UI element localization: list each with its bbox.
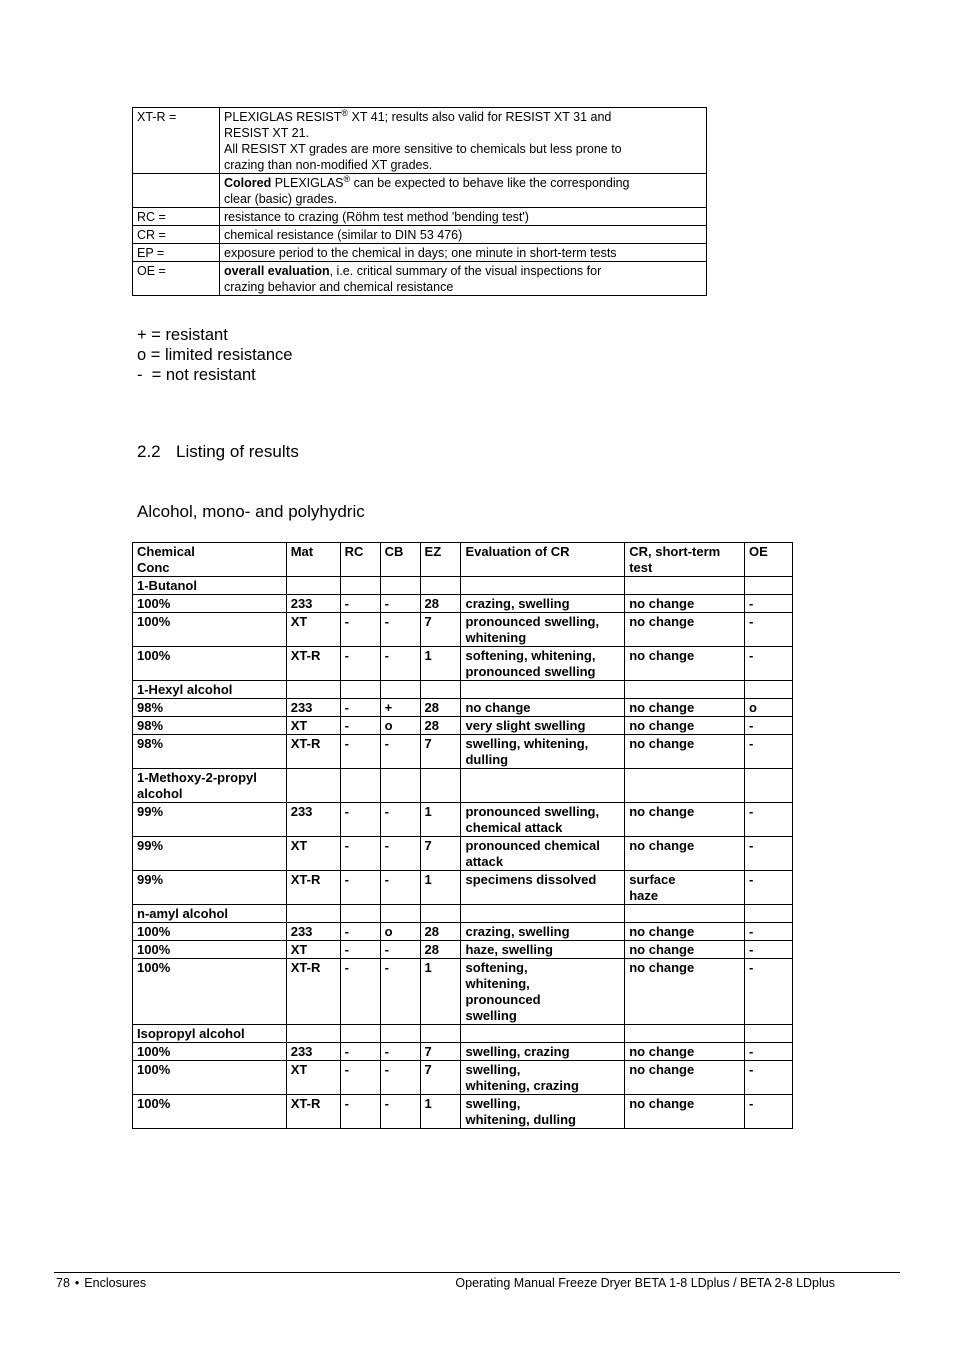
cell-oe: - xyxy=(745,1095,793,1129)
table-row xyxy=(133,647,793,681)
cell-cb xyxy=(380,577,420,595)
table-row xyxy=(133,699,793,717)
cell-evaluation: swelling, crazing xyxy=(461,1043,625,1061)
cell-evaluation: pronounced chemical attack xyxy=(461,837,625,871)
table-row xyxy=(133,941,793,959)
cell-evaluation xyxy=(461,905,625,923)
abbreviation-row xyxy=(133,244,707,262)
cell-rc xyxy=(340,905,380,923)
cell-cb: - xyxy=(380,647,420,681)
abbreviation-definition xyxy=(220,226,707,244)
document-title: Operating Manual Freeze Dryer BETA 1-8 LDplus / BETA 2-8 LDplus xyxy=(455,1276,835,1290)
cell-cr-short-term: no change xyxy=(625,923,745,941)
section-title: Listing of results xyxy=(176,442,299,461)
cell-ez: 1 xyxy=(420,647,461,681)
cell-cr-short-term xyxy=(625,769,745,803)
cell-cb xyxy=(380,681,420,699)
cell-mat: 233 xyxy=(286,1043,340,1061)
cell-chemical: 98% xyxy=(133,717,287,735)
cell-cr-short-term: no change xyxy=(625,717,745,735)
cell-oe: o xyxy=(745,699,793,717)
definition-emphasis: Colored xyxy=(224,176,272,190)
cell-rc: - xyxy=(340,647,380,681)
cell-evaluation: swelling, whitening, dulling xyxy=(461,1095,625,1129)
cell-mat: XT-R xyxy=(286,959,340,1025)
cell-cb: - xyxy=(380,1095,420,1129)
abbreviation-key: OE = xyxy=(133,262,220,296)
cell-evaluation xyxy=(461,577,625,595)
cell-rc: - xyxy=(340,803,380,837)
cell-cr-short-term: surface haze xyxy=(625,871,745,905)
cell-oe xyxy=(745,769,793,803)
cell-ez xyxy=(420,1025,461,1043)
cell-chemical: 99% xyxy=(133,803,287,837)
cell-chemical: 100% xyxy=(133,941,287,959)
cell-cr-short-term: no change xyxy=(625,1061,745,1095)
cell-oe: - xyxy=(745,959,793,1025)
cell-oe: - xyxy=(745,837,793,871)
cell-evaluation: softening, whitening, pronounced swelling xyxy=(461,647,625,681)
definition-text: RESIST XT 21. xyxy=(224,126,309,140)
cell-rc: - xyxy=(340,959,380,1025)
definition-text: exposure period to the chemical in days; one minute in short-term tests xyxy=(224,246,617,260)
cell-ez: 1 xyxy=(420,871,461,905)
results-table xyxy=(132,542,793,1129)
cell-chemical: 100% xyxy=(133,595,287,613)
cell-ez: 28 xyxy=(420,595,461,613)
cell-mat: 233 xyxy=(286,923,340,941)
group-heading: Alcohol, mono- and polyhydric xyxy=(137,502,365,521)
cell-chemical: 100% xyxy=(133,1095,287,1129)
table-row xyxy=(133,1095,793,1129)
abbreviation-definition xyxy=(220,262,707,296)
cell-cb xyxy=(380,769,420,803)
cell-evaluation: very slight swelling xyxy=(461,717,625,735)
cell-ez: 28 xyxy=(420,923,461,941)
abbreviation-row xyxy=(133,208,707,226)
cell-cr-short-term xyxy=(625,1025,745,1043)
cell-cr-short-term: no change xyxy=(625,735,745,769)
cell-ez: 28 xyxy=(420,699,461,717)
cell-chemical: 100% xyxy=(133,647,287,681)
footer-rule xyxy=(54,1272,900,1273)
definition-text: XT 41; results also valid for RESIST XT 31 and xyxy=(348,110,612,124)
cell-oe: - xyxy=(745,923,793,941)
cell-cr-short-term: no change xyxy=(625,595,745,613)
cell-mat: XT-R xyxy=(286,1095,340,1129)
legend-limited: o = limited resistance xyxy=(137,346,293,364)
cell-chemical: 100% xyxy=(133,1043,287,1061)
cell-chemical: 99% xyxy=(133,871,287,905)
table-row xyxy=(133,1025,793,1043)
cell-rc xyxy=(340,1025,380,1043)
cell-mat xyxy=(286,1025,340,1043)
cell-cr-short-term: no change xyxy=(625,941,745,959)
cell-rc xyxy=(340,577,380,595)
cell-cr-short-term: no change xyxy=(625,803,745,837)
table-row xyxy=(133,735,793,769)
cell-cr-short-term xyxy=(625,577,745,595)
cell-cr-short-term: no change xyxy=(625,699,745,717)
definition-text: crazing behavior and chemical resistance xyxy=(224,280,454,294)
cell-chemical: 100% xyxy=(133,923,287,941)
header-evaluation: Evaluation of CR xyxy=(461,543,625,577)
footer-left xyxy=(56,1276,146,1290)
cell-ez: 28 xyxy=(420,717,461,735)
header-ez: EZ xyxy=(420,543,461,577)
abbreviation-table xyxy=(132,107,707,296)
cell-cr-short-term: no change xyxy=(625,837,745,871)
registered-mark: ® xyxy=(343,173,351,184)
cell-mat: 233 xyxy=(286,699,340,717)
cell-mat xyxy=(286,769,340,803)
section-heading xyxy=(137,442,299,462)
cell-mat xyxy=(286,577,340,595)
cell-ez: 7 xyxy=(420,613,461,647)
abbreviation-definition xyxy=(220,244,707,262)
cell-evaluation: crazing, swelling xyxy=(461,923,625,941)
cell-evaluation xyxy=(461,1025,625,1043)
cell-oe xyxy=(745,577,793,595)
abbreviation-definition xyxy=(220,108,707,174)
cell-ez: 7 xyxy=(420,735,461,769)
header-cr-short-term: CR, short-term test xyxy=(625,543,745,577)
cell-ez xyxy=(420,577,461,595)
abbreviation-key: RC = xyxy=(133,208,220,226)
cell-rc: - xyxy=(340,871,380,905)
cell-ez: 1 xyxy=(420,959,461,1025)
cell-rc: - xyxy=(340,699,380,717)
abbreviation-key xyxy=(133,174,220,208)
cell-cb: - xyxy=(380,871,420,905)
cell-evaluation: softening, whitening, pronounced swelling xyxy=(461,959,625,1025)
cell-oe: - xyxy=(745,735,793,769)
table-row xyxy=(133,613,793,647)
cell-cb: - xyxy=(380,837,420,871)
cell-oe: - xyxy=(745,717,793,735)
abbreviation-row xyxy=(133,108,707,174)
cell-rc: - xyxy=(340,837,380,871)
table-row xyxy=(133,1043,793,1061)
cell-evaluation xyxy=(461,769,625,803)
cell-rc: - xyxy=(340,1095,380,1129)
cell-cb: - xyxy=(380,735,420,769)
cell-rc: - xyxy=(340,1061,380,1095)
cell-chemical: 100% xyxy=(133,613,287,647)
cell-chemical: Isopropyl alcohol xyxy=(133,1025,287,1043)
cell-chemical: 1-Methoxy-2-propyl alcohol xyxy=(133,769,287,803)
cell-rc: - xyxy=(340,923,380,941)
cell-evaluation: swelling, whitening, crazing xyxy=(461,1061,625,1095)
page-number: 78 xyxy=(56,1276,70,1290)
cell-oe: - xyxy=(745,1061,793,1095)
section-number: 2.2 xyxy=(137,442,161,461)
table-row xyxy=(133,769,793,803)
cell-evaluation xyxy=(461,681,625,699)
abbreviation-definition xyxy=(220,208,707,226)
cell-evaluation: pronounced swelling, chemical attack xyxy=(461,803,625,837)
abbreviation-row xyxy=(133,262,707,296)
abbreviation-row xyxy=(133,174,707,208)
abbreviation-definition xyxy=(220,174,707,208)
cell-chemical: 1-Butanol xyxy=(133,577,287,595)
cell-cb: - xyxy=(380,595,420,613)
cell-cb: - xyxy=(380,1061,420,1095)
cell-cb xyxy=(380,1025,420,1043)
cell-oe: - xyxy=(745,871,793,905)
table-row xyxy=(133,717,793,735)
cell-mat: XT-R xyxy=(286,735,340,769)
cell-chemical: n-amyl alcohol xyxy=(133,905,287,923)
cell-rc: - xyxy=(340,941,380,959)
cell-oe: - xyxy=(745,613,793,647)
resistance-legend xyxy=(137,325,292,385)
cell-evaluation: haze, swelling xyxy=(461,941,625,959)
cell-mat: XT xyxy=(286,941,340,959)
cell-rc: - xyxy=(340,1043,380,1061)
cell-ez xyxy=(420,681,461,699)
cell-mat: XT xyxy=(286,613,340,647)
table-row xyxy=(133,803,793,837)
definition-text: resistance to crazing (Röhm test method 'bending test') xyxy=(224,210,529,224)
cell-ez: 1 xyxy=(420,803,461,837)
cell-oe xyxy=(745,1025,793,1043)
cell-oe: - xyxy=(745,1043,793,1061)
table-row xyxy=(133,681,793,699)
cell-mat xyxy=(286,905,340,923)
table-row xyxy=(133,871,793,905)
abbreviation-key: XT-R = xyxy=(133,108,220,174)
table-row xyxy=(133,837,793,871)
cell-chemical: 1-Hexyl alcohol xyxy=(133,681,287,699)
cell-mat: XT-R xyxy=(286,871,340,905)
cell-cr-short-term: no change xyxy=(625,1043,745,1061)
cell-evaluation: swelling, whitening, dulling xyxy=(461,735,625,769)
cell-chemical: 100% xyxy=(133,1061,287,1095)
cell-ez: 7 xyxy=(420,1043,461,1061)
legend-resistant: + = resistant xyxy=(137,326,228,344)
cell-mat: XT xyxy=(286,717,340,735)
cell-ez xyxy=(420,905,461,923)
definition-text: PLEXIGLAS xyxy=(271,176,344,190)
cell-evaluation: specimens dissolved xyxy=(461,871,625,905)
cell-cr-short-term: no change xyxy=(625,613,745,647)
definition-text: , i.e. critical summary of the visual inspections for xyxy=(329,264,602,278)
definition-text: crazing than non-modified XT grades. xyxy=(224,158,433,172)
table-row xyxy=(133,1061,793,1095)
cell-oe: - xyxy=(745,647,793,681)
registered-mark: ® xyxy=(341,107,349,118)
cell-cr-short-term: no change xyxy=(625,1095,745,1129)
cell-evaluation: crazing, swelling xyxy=(461,595,625,613)
table-row xyxy=(133,595,793,613)
abbreviation-key: EP = xyxy=(133,244,220,262)
cell-cb: + xyxy=(380,699,420,717)
cell-chemical: 100% xyxy=(133,959,287,1025)
results-header-row xyxy=(133,543,793,577)
table-row xyxy=(133,577,793,595)
cell-oe: - xyxy=(745,595,793,613)
cell-mat: XT xyxy=(286,837,340,871)
abbreviation-key: CR = xyxy=(133,226,220,244)
cell-rc xyxy=(340,681,380,699)
bullet-icon: • xyxy=(74,1276,80,1290)
cell-cb xyxy=(380,905,420,923)
cell-cr-short-term: no change xyxy=(625,959,745,1025)
cell-cb: - xyxy=(380,941,420,959)
cell-cr-short-term xyxy=(625,681,745,699)
cell-mat: XT-R xyxy=(286,647,340,681)
definition-text: PLEXIGLAS RESIST xyxy=(224,110,342,124)
cell-rc xyxy=(340,769,380,803)
cell-cb: - xyxy=(380,803,420,837)
cell-cb: - xyxy=(380,1043,420,1061)
cell-ez: 7 xyxy=(420,1061,461,1095)
cell-ez xyxy=(420,769,461,803)
cell-evaluation: pronounced swelling, whitening xyxy=(461,613,625,647)
cell-oe xyxy=(745,681,793,699)
cell-chemical: 98% xyxy=(133,735,287,769)
header-chemical: Chemical Conc xyxy=(133,543,287,577)
definition-emphasis: overall evaluation xyxy=(224,264,330,278)
cell-mat: 233 xyxy=(286,803,340,837)
cell-oe: - xyxy=(745,941,793,959)
header-oe: OE xyxy=(745,543,793,577)
cell-rc: - xyxy=(340,595,380,613)
legend-not-resistant: - = not resistant xyxy=(137,366,256,384)
cell-oe: - xyxy=(745,803,793,837)
abbreviation-row xyxy=(133,226,707,244)
cell-rc: - xyxy=(340,735,380,769)
cell-cb: o xyxy=(380,923,420,941)
header-cb: CB xyxy=(380,543,420,577)
table-row xyxy=(133,905,793,923)
cell-evaluation: no change xyxy=(461,699,625,717)
cell-ez: 7 xyxy=(420,837,461,871)
cell-chemical: 99% xyxy=(133,837,287,871)
definition-text: clear (basic) grades. xyxy=(224,192,338,206)
cell-rc: - xyxy=(340,717,380,735)
cell-cb: o xyxy=(380,717,420,735)
cell-cb: - xyxy=(380,959,420,1025)
cell-chemical: 98% xyxy=(133,699,287,717)
table-row xyxy=(133,959,793,1025)
definition-text: All RESIST XT grades are more sensitive to chemicals but less prone to xyxy=(224,142,622,156)
cell-mat: XT xyxy=(286,1061,340,1095)
cell-cr-short-term: no change xyxy=(625,647,745,681)
table-row xyxy=(133,923,793,941)
cell-cr-short-term xyxy=(625,905,745,923)
cell-ez: 1 xyxy=(420,1095,461,1129)
cell-ez: 28 xyxy=(420,941,461,959)
cell-rc: - xyxy=(340,613,380,647)
definition-text: can be expected to behave like the corresponding xyxy=(350,176,630,190)
cell-mat: 233 xyxy=(286,595,340,613)
cell-mat xyxy=(286,681,340,699)
chapter-name: Enclosures xyxy=(84,1276,147,1290)
header-mat: Mat xyxy=(286,543,340,577)
definition-text: chemical resistance (similar to DIN 53 476) xyxy=(224,228,463,242)
cell-cb: - xyxy=(380,613,420,647)
header-rc: RC xyxy=(340,543,380,577)
cell-oe xyxy=(745,905,793,923)
